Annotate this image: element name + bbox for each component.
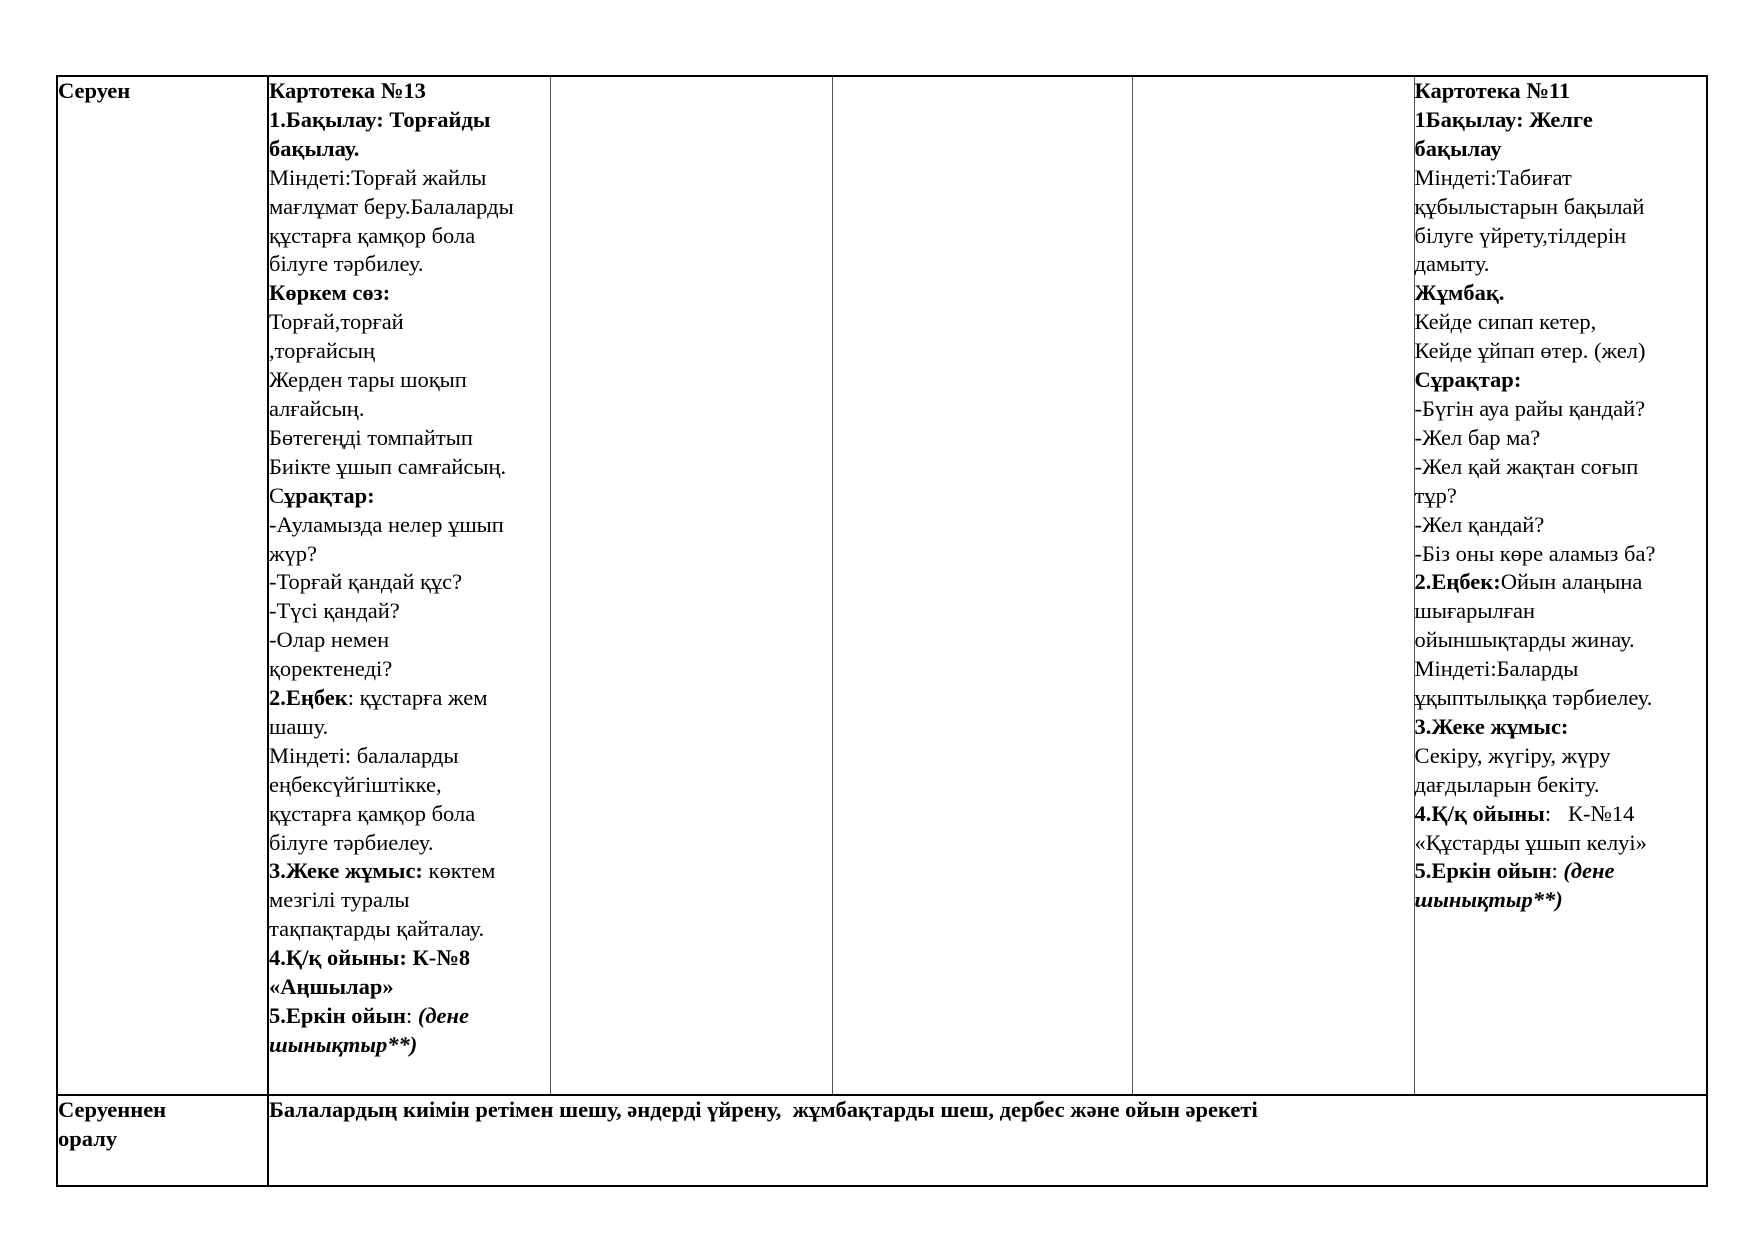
day5-question-2: -Жел бар ма? — [1414, 424, 1541, 450]
day5-question-1: -Бүгін ауа райы қандай? — [1414, 395, 1646, 421]
return-label-line-1: Серуеннен — [58, 1097, 167, 1122]
day5-observation-heading-1: 1Бақылау: Желге — [1414, 106, 1593, 132]
walk-day4-cell — [1132, 76, 1414, 1095]
walk-day5-cell — [1414, 76, 1707, 1095]
day1-question-1b: жүр? — [269, 540, 318, 566]
day5-task-line-4: дамыту. — [1414, 251, 1490, 277]
day1-poem-line-3: Жерден тары шоқып — [269, 367, 467, 393]
day1-free-play-heading: 5.Еркін ойын — [269, 1003, 406, 1028]
day1-title: Картотека №13 — [269, 78, 426, 103]
day5-free-play-text-2: шынықтыр**) — [1414, 887, 1563, 913]
day5-individual-text-1: Секіру, жүгіру, жүру — [1414, 742, 1611, 768]
day1-task-line-3: құстарға қамқор бола — [269, 222, 476, 248]
day5-game-line-1 — [1415, 800, 1707, 829]
day5-question-3a: -Жел қай жақтан соғып — [1414, 453, 1639, 479]
return-activity-text: Балалардың киімін ретімен шешу, әндерді үйрену, жұмбақтарды шеш, дербес және ойын әрекеті — [269, 1097, 1258, 1122]
day5-game-text-2: «Құстарды ұшып келуі» — [1414, 829, 1647, 855]
day5-free-play-text-1: (дене — [1563, 858, 1615, 884]
day1-questions-heading-rest: ұрақтар: — [284, 482, 375, 508]
walk-label-cell — [57, 76, 268, 1095]
day1-work-task-1: Міндеті: балаларды — [269, 742, 459, 768]
day1-question-3: -Түсі қандай? — [269, 598, 400, 624]
return-label-cell — [57, 1095, 268, 1186]
day5-free-play-heading: 5.Еркін ойын — [1414, 858, 1552, 884]
day1-game-line-2: «Аңшылар» — [269, 974, 394, 1000]
day1-poem-line-6: Биікте ұшып самғайсың. — [269, 453, 507, 479]
day1-observation-heading-1: 1.Бақылау: Торғайды — [269, 106, 491, 132]
day1-work-heading: 2.Еңбек — [269, 685, 348, 711]
day5-riddle-line-2: Кейде ұйпап өтер. (жел) — [1414, 338, 1646, 364]
walk-day3-cell — [832, 76, 1132, 1095]
day1-observation-heading-2: бақылау. — [269, 135, 360, 161]
day5-question-3b: тұр? — [1414, 482, 1457, 508]
day1-task-line-2: мағлұмат беру.Балаларды — [269, 193, 514, 219]
day1-questions-heading — [269, 482, 550, 511]
day1-work-task-2: еңбексүйгіштікке, — [269, 771, 442, 797]
day5-observation-heading-2: бақылау — [1414, 135, 1502, 161]
day1-individual-text-3: тақпақтарды қайталау. — [269, 916, 485, 942]
day5-free-play-colon: : — [1551, 858, 1564, 884]
day1-free-play-text-1: (дене — [417, 1003, 469, 1028]
day5-question-4: -Жел қандай? — [1414, 511, 1545, 537]
day5-work-text-2: шығарылған — [1414, 598, 1536, 624]
day1-individual-text-2: мезгілі туралы — [269, 887, 410, 913]
return-row — [57, 1095, 1707, 1186]
walk-row — [57, 76, 1707, 1095]
day5-work-text-3: ойыншықтарды жинау. — [1414, 627, 1635, 653]
day1-poem-heading: Көркем сөз: — [269, 280, 391, 306]
day1-questions-heading-prefix: С — [269, 482, 285, 508]
day5-individual-heading: 3.Жеке жұмыс: — [1414, 713, 1569, 739]
return-content-cell — [268, 1095, 1707, 1186]
walk-day1-cell — [268, 76, 550, 1095]
day5-free-play-line-1 — [1415, 857, 1707, 886]
day5-work-line-1 — [1415, 568, 1707, 597]
day5-work-heading: 2.Еңбек: — [1414, 569, 1501, 595]
day1-work-task-4: білуге тәрбиелеу. — [269, 829, 434, 855]
day1-individual-line-1 — [269, 857, 550, 886]
day1-game-line-1: 4.Қ/қ ойыны: К-№8 — [269, 945, 471, 971]
walk-plan-table — [56, 75, 1708, 1187]
day1-question-4a: -Олар немен — [269, 627, 390, 653]
day1-poem-line-4: алғайсың. — [269, 395, 365, 421]
day1-poem-line-5: Бөтегеңді томпайтып — [269, 424, 473, 450]
day1-poem-line-1: Торғай,торғай — [269, 309, 404, 335]
day1-question-1a: -Ауламызда нелер ұшып — [269, 511, 504, 537]
return-label-line-2: оралу — [58, 1125, 118, 1151]
day5-riddle-line-1: Кейде сипап кетер, — [1414, 309, 1597, 335]
day5-task-line-3: білуге үйрету,тілдерін — [1414, 222, 1627, 248]
walk-day2-cell — [550, 76, 832, 1095]
day5-work-task-2: ұқыптылыққа тәрбиелеу. — [1414, 685, 1653, 711]
day5-work-task-1: Міндеті:Баларды — [1414, 656, 1579, 682]
day5-game-heading: 4.Қ/қ ойыны — [1414, 800, 1545, 826]
day5-task-line-1: Міндеті:Табиғат — [1414, 164, 1572, 190]
day5-riddle-heading: Жұмбақ. — [1414, 280, 1505, 306]
day1-task-line-4: білуге тәрбилеу. — [269, 251, 424, 277]
day5-task-line-2: құбылыстарын бақылай — [1414, 193, 1645, 219]
day5-work-text-1: Ойын алаңына — [1500, 569, 1643, 595]
day1-work-task-3: құстарға қамқор бола — [269, 800, 476, 826]
day1-work-text-1: : құстарға жем — [347, 685, 488, 711]
day1-free-play-colon: : — [405, 1003, 418, 1028]
day5-title: Картотека №11 — [1414, 78, 1571, 103]
day1-question-2: -Торғай қандай құс? — [269, 569, 463, 595]
day1-individual-heading: 3.Жеке жұмыс: — [269, 858, 423, 884]
day5-game-text-1: : К-№14 — [1544, 800, 1635, 826]
day5-question-5: -Біз оны көре аламыз ба? — [1414, 540, 1656, 566]
day5-individual-text-2: дағдыларын бекіту. — [1414, 771, 1600, 797]
day1-individual-text-1: көктем — [422, 858, 496, 884]
day1-free-play-text-2: шынықтыр**) — [269, 1031, 418, 1057]
day1-question-4b: қоректенеді? — [269, 656, 393, 682]
day1-work-text-2: шашу. — [269, 713, 329, 739]
day1-work-line-1 — [269, 684, 550, 713]
day1-poem-line-2: ,торғайсың — [269, 338, 376, 364]
day5-questions-heading: Сұрақтар: — [1414, 367, 1522, 393]
day1-free-play-line-1 — [269, 1002, 550, 1031]
walk-label: Серуен — [58, 78, 131, 103]
day1-task-line-1: Міндеті:Торғай жайлы — [269, 164, 487, 190]
